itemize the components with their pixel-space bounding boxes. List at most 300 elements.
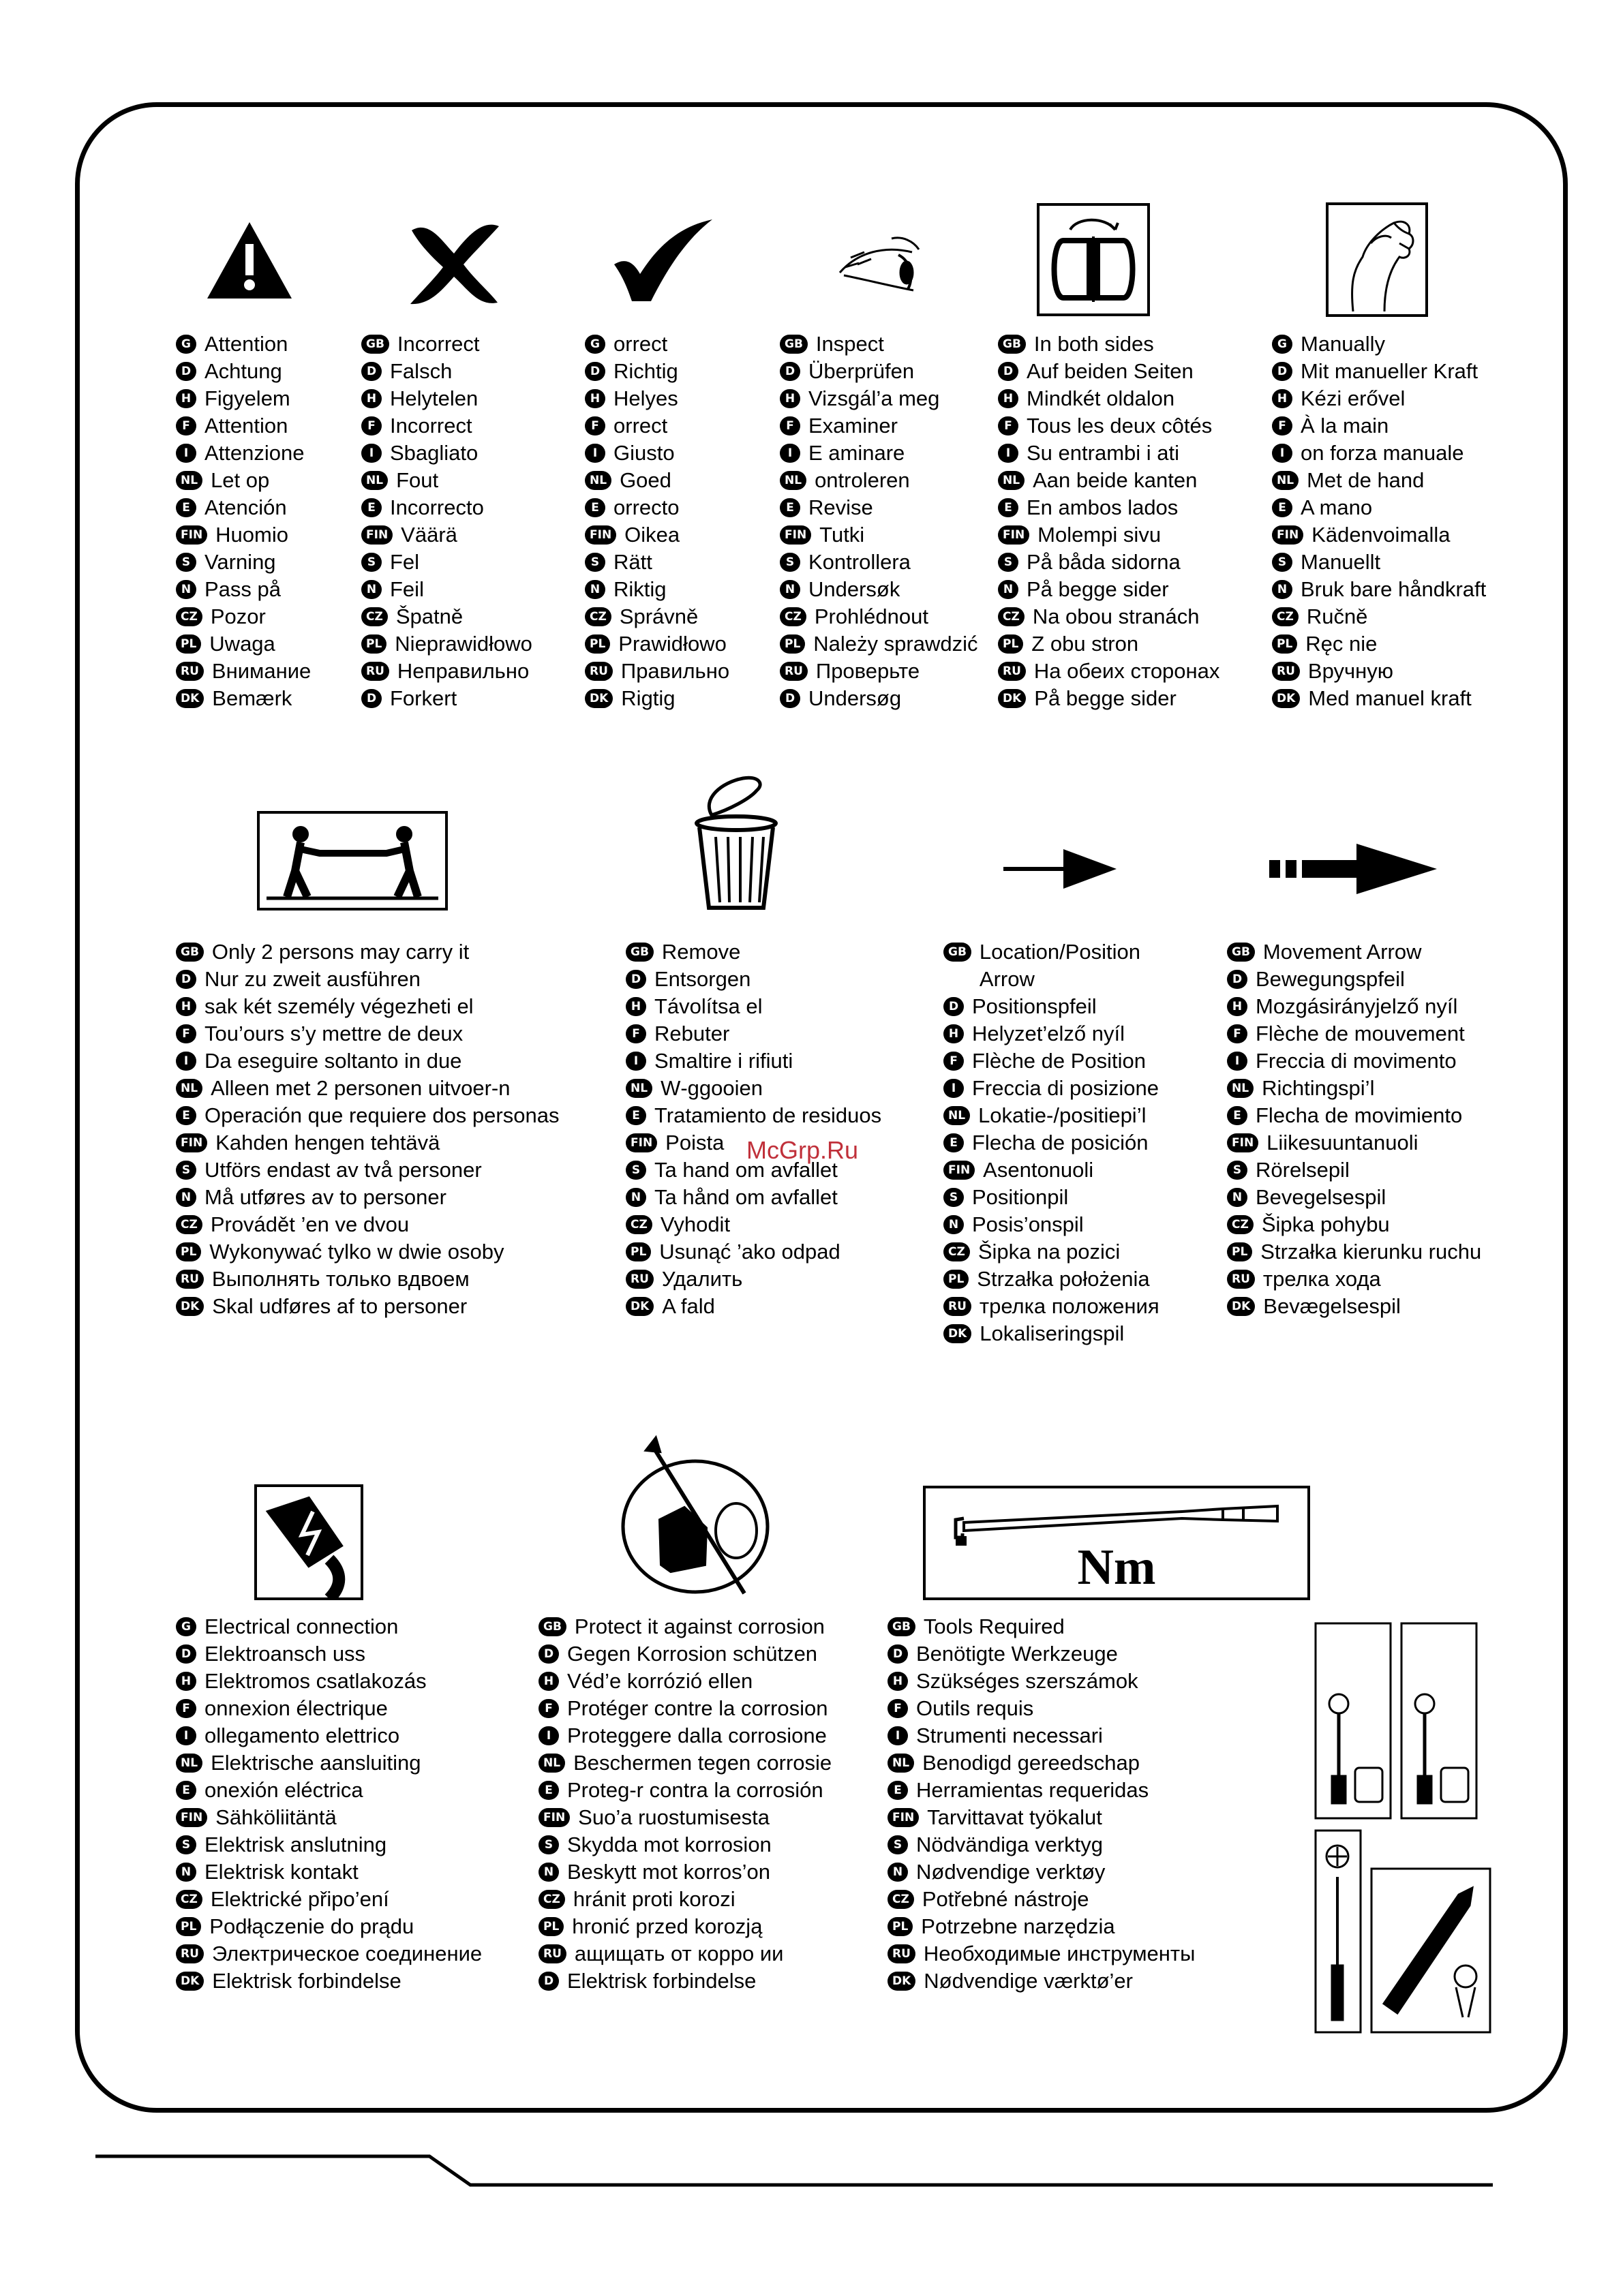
language-badge: N — [361, 580, 382, 599]
language-badge: DK — [998, 689, 1026, 708]
list-item — [943, 1102, 1159, 1129]
translation-text: Provádět ’en ve dvou — [210, 1212, 410, 1236]
list-item — [176, 966, 559, 993]
translation-text: Mindkét oldalon — [1027, 386, 1175, 410]
socket-wrench-2-icon — [1400, 1622, 1478, 1820]
translation-text: W‑ggooien — [661, 1076, 763, 1100]
language-badge: NL — [1227, 1079, 1254, 1098]
language-badge: RU — [585, 662, 613, 681]
list-item — [998, 412, 1219, 440]
list-item — [780, 603, 978, 630]
language-badge: H — [780, 389, 800, 408]
translation-text: Freccia di movimento — [1256, 1049, 1457, 1073]
language-badge: RU — [539, 1944, 566, 1963]
language-badge: D — [998, 362, 1018, 381]
language-badge: N — [176, 1863, 196, 1882]
translation-text: Elektrisk anslutning — [204, 1833, 387, 1856]
list-item — [176, 576, 311, 603]
language-badge: GB — [888, 1617, 915, 1636]
language-badge: RU — [780, 662, 808, 681]
language-badge: E — [780, 498, 800, 517]
language-badge: S — [176, 1161, 196, 1180]
translation-text: Strzałka kierunku ruchu — [1260, 1240, 1482, 1264]
translation-text: Beschermen tegen corrosie — [573, 1751, 832, 1775]
list-item — [626, 1238, 881, 1266]
language-badge: FIN — [626, 1133, 657, 1152]
list-item — [943, 1020, 1159, 1047]
language-badge: FIN — [943, 1161, 975, 1180]
translation-text: Gegen Korrosion schützen — [567, 1642, 818, 1666]
language-badge: N — [998, 580, 1018, 599]
language-badge: PL — [361, 634, 386, 654]
language-badge: E — [539, 1781, 559, 1800]
list-item — [1227, 1184, 1481, 1211]
translation-text: Elektrisk forbindelse — [567, 1969, 757, 1993]
list-item — [585, 576, 729, 603]
translation-text: hronić przed korozją — [572, 1914, 763, 1938]
list-item — [176, 1695, 482, 1722]
list-item — [585, 467, 729, 494]
translation-text: Helytelen — [390, 386, 479, 410]
language-badge: RU — [176, 662, 204, 681]
translation-text: Elektrisk kontakt — [204, 1860, 359, 1884]
language-badge: I — [888, 1726, 908, 1745]
list-item — [176, 1075, 559, 1102]
translation-text: Prawidłowo — [618, 632, 727, 656]
translation-text: Operación que requiere dos personas — [204, 1103, 560, 1127]
translation-text: Atención — [204, 495, 287, 519]
translation-text: Freccia di posizione — [972, 1076, 1159, 1100]
list-item — [626, 1102, 881, 1129]
language-badge: D — [539, 1972, 559, 1991]
list-item — [1272, 412, 1486, 440]
translation-text: Attention — [204, 332, 288, 356]
language-badge: D — [780, 362, 800, 381]
language-badge: NL — [626, 1079, 652, 1098]
list-item — [176, 1722, 482, 1749]
list-item — [1272, 658, 1486, 685]
list-item — [176, 1293, 559, 1320]
translation-text: Pass på — [204, 577, 282, 601]
translation-text: Bewegungspfeil — [1256, 967, 1405, 991]
translation-text: Da eseguire soltanto in due — [204, 1049, 462, 1073]
list-item — [176, 1238, 559, 1266]
language-badge: I — [361, 444, 382, 463]
translation-text: Richtig — [613, 359, 678, 383]
language-badge: CZ — [1272, 607, 1299, 626]
language-badge: E — [361, 498, 382, 517]
translation-text: Molempi sivu — [1037, 523, 1162, 547]
list-item — [361, 576, 532, 603]
translation-text: Véd’e korrózió ellen — [567, 1669, 753, 1693]
language-badge: CZ — [888, 1890, 914, 1909]
list-item — [1227, 1266, 1481, 1293]
language-badge: H — [888, 1672, 908, 1691]
language-badge: H — [585, 389, 605, 408]
list-item — [361, 385, 532, 412]
list-item — [176, 1613, 482, 1640]
translation-text: Achtung — [204, 359, 282, 383]
list-item — [361, 630, 532, 658]
list-item — [539, 1886, 832, 1913]
language-badge: H — [539, 1672, 559, 1691]
translation-text: Tratamiento de residuos — [654, 1103, 882, 1127]
list-item — [780, 630, 978, 658]
language-badge: D — [1227, 970, 1247, 989]
language-badge: N — [888, 1863, 908, 1882]
translation-text: Figyelem — [204, 386, 290, 410]
translation-text: трелка хода — [1262, 1267, 1381, 1291]
language-badge: NL — [176, 1754, 202, 1773]
list-item — [780, 331, 978, 358]
screwdriver-icon — [1314, 1829, 1362, 2034]
translation-text: Herramientas requeridas — [916, 1778, 1149, 1802]
list-item — [780, 385, 978, 412]
list-item — [626, 1047, 881, 1075]
watermark: McGrp.Ru — [746, 1136, 859, 1164]
torque-label: Nm — [1077, 1540, 1156, 1595]
list-item — [176, 1668, 482, 1695]
translation-text: Let op — [211, 468, 270, 492]
translation-text: Giusto — [613, 441, 675, 465]
list-item — [626, 966, 881, 993]
language-badge: E — [998, 498, 1018, 517]
translation-text: Elektrische aansluiting — [211, 1751, 421, 1775]
translation-text: Ručně — [1306, 604, 1368, 628]
list-item — [585, 440, 729, 467]
translation-text: Szükséges szerszámok — [916, 1669, 1138, 1693]
list-item — [943, 1075, 1159, 1102]
list-item — [1272, 521, 1486, 549]
list-item — [176, 1640, 482, 1668]
language-badge: D — [539, 1644, 559, 1664]
translation-text: Ręc nie — [1305, 632, 1378, 656]
language-badge: DK — [888, 1972, 915, 1991]
both-sides-icon — [1036, 202, 1151, 317]
translation-text: Beskytt mot korros’on — [567, 1860, 771, 1884]
list-item — [943, 1047, 1159, 1075]
translation-text: På begge sider — [1027, 577, 1169, 601]
language-badge: S — [998, 553, 1018, 572]
list-item — [539, 1777, 832, 1804]
language-badge: PL — [626, 1242, 651, 1261]
language-badge: H — [1227, 997, 1247, 1016]
language-badge: I — [176, 444, 196, 463]
col-corrosion — [539, 1613, 832, 1995]
list-item — [780, 576, 978, 603]
list-item — [998, 549, 1219, 576]
language-badge: DK — [1227, 1297, 1255, 1316]
list-item — [176, 938, 559, 966]
list-item — [626, 938, 881, 966]
list-item — [1272, 467, 1486, 494]
language-badge: DK — [585, 689, 613, 708]
translation-text: Проверьте — [815, 659, 920, 683]
list-item — [888, 1722, 1195, 1749]
list-item — [943, 1266, 1159, 1293]
language-badge: CZ — [361, 607, 388, 626]
list-item — [176, 1047, 559, 1075]
language-badge: E — [1227, 1106, 1247, 1125]
translation-text: Rigtig — [621, 686, 676, 710]
translation-text: Falsch — [390, 359, 453, 383]
list-item — [780, 549, 978, 576]
list-item — [943, 938, 1159, 993]
translation-text: Liikesuuntanuoli — [1266, 1131, 1419, 1154]
language-badge: S — [626, 1161, 646, 1180]
list-item — [1227, 1047, 1481, 1075]
list-item — [176, 494, 311, 521]
language-badge: NL — [176, 471, 202, 490]
language-badge: PL — [176, 634, 201, 654]
list-item — [780, 358, 978, 385]
list-item — [361, 440, 532, 467]
translation-text: Kädenvoimalla — [1311, 523, 1451, 547]
list-item — [585, 603, 729, 630]
translation-text: Posis’onspil — [972, 1212, 1084, 1236]
language-badge: N — [1227, 1188, 1247, 1207]
list-item — [1227, 1211, 1481, 1238]
list-item — [998, 385, 1219, 412]
translation-text: hránit proti korozi — [573, 1887, 735, 1911]
language-badge: NL — [998, 471, 1025, 490]
language-badge: FIN — [998, 525, 1029, 545]
language-badge: E — [585, 498, 605, 517]
list-item — [1227, 993, 1481, 1020]
translation-text: Правильно — [620, 659, 730, 683]
translation-text: Feil — [390, 577, 424, 601]
language-badge: S — [361, 553, 382, 572]
language-badge: G — [176, 1617, 196, 1636]
language-badge: FIN — [888, 1808, 919, 1827]
translation-text: Nödvändiga verktyg — [916, 1833, 1103, 1856]
language-badge: H — [998, 389, 1018, 408]
list-item — [1227, 1075, 1481, 1102]
col-correct — [585, 331, 729, 712]
language-badge: RU — [998, 662, 1026, 681]
list-item — [888, 1640, 1195, 1668]
list-item — [585, 385, 729, 412]
translation-text: Incorrect — [390, 414, 472, 438]
translation-text: Rätt — [613, 550, 652, 574]
translation-text: Strzałka położenia — [977, 1267, 1150, 1291]
language-badge: I — [943, 1079, 964, 1098]
list-item — [539, 1722, 832, 1749]
warning-triangle-icon — [204, 219, 294, 301]
list-item — [539, 1613, 832, 1640]
language-badge: FIN — [585, 525, 616, 545]
translation-text: трелка положения — [979, 1294, 1159, 1318]
language-badge: DK — [176, 689, 204, 708]
list-item — [943, 1293, 1159, 1320]
list-item — [998, 658, 1219, 685]
translation-text: Tou’ours s’y mettre de deux — [204, 1022, 464, 1045]
list-item — [539, 1858, 832, 1886]
translation-text: A fald — [662, 1294, 715, 1318]
list-item — [888, 1613, 1195, 1640]
translation-text: Bruk bare håndkraft — [1301, 577, 1487, 601]
language-badge: F — [1227, 1024, 1247, 1043]
language-badge: D — [1272, 362, 1292, 381]
list-item — [176, 1102, 559, 1129]
translation-text: Richtingspi’l — [1262, 1076, 1375, 1100]
translation-text: Sähköliitäntä — [215, 1805, 337, 1829]
translation-text: Rörelsepil — [1256, 1158, 1350, 1182]
language-badge: RU — [1272, 662, 1300, 681]
list-item — [1272, 494, 1486, 521]
list-item — [626, 1293, 881, 1320]
language-badge: I — [1227, 1052, 1247, 1071]
list-item — [998, 467, 1219, 494]
language-badge: H — [361, 389, 382, 408]
language-badge: N — [585, 580, 605, 599]
language-badge: NL — [943, 1106, 970, 1125]
language-badge: PL — [1227, 1242, 1252, 1261]
list-item — [176, 1858, 482, 1886]
checkmark-icon — [610, 217, 716, 305]
list-item — [176, 1940, 482, 1968]
list-item — [176, 358, 311, 385]
list-item — [176, 993, 559, 1020]
translation-text: Only 2 persons may carry it — [211, 940, 470, 964]
list-item — [780, 467, 978, 494]
list-item — [943, 1184, 1159, 1211]
list-item — [176, 1266, 559, 1293]
language-badge: PL — [176, 1242, 201, 1261]
translation-text: Vyhodit — [660, 1212, 731, 1236]
list-item — [888, 1913, 1195, 1940]
list-item — [626, 1020, 881, 1047]
list-item — [943, 1129, 1159, 1157]
list-item — [626, 1266, 881, 1293]
translation-text: Необходимые инструменты — [923, 1942, 1196, 1965]
list-item — [998, 630, 1219, 658]
cross-icon — [402, 215, 504, 308]
translation-text: orrect — [613, 414, 668, 438]
list-item — [780, 412, 978, 440]
list-item — [1272, 331, 1486, 358]
list-item — [361, 331, 532, 358]
language-badge: F — [539, 1699, 559, 1718]
language-badge: E — [943, 1133, 964, 1152]
translation-text: Incorrecto — [390, 495, 484, 519]
position-arrow-icon — [1002, 845, 1118, 893]
language-badge: CZ — [176, 1215, 202, 1234]
language-badge: PL — [888, 1917, 913, 1936]
language-badge: S — [1272, 553, 1292, 572]
translation-text: ollegamento elettrico — [204, 1724, 400, 1747]
translation-text: Tarvittavat työkalut — [927, 1805, 1102, 1829]
list-item — [780, 494, 978, 521]
language-badge: GB — [998, 335, 1026, 354]
translation-text: Электрическое соединение — [211, 1942, 483, 1965]
language-badge: F — [176, 1024, 196, 1043]
translation-text: Неправильно — [397, 659, 530, 683]
language-badge: GB — [943, 943, 971, 962]
list-item — [585, 658, 729, 685]
translation-text: Выполнять только вдвоем — [211, 1267, 470, 1291]
list-item — [1272, 603, 1486, 630]
translation-text: Positionspfeil — [972, 994, 1097, 1018]
language-badge: PL — [780, 634, 805, 654]
language-badge: RU — [888, 1944, 915, 1963]
language-badge: PL — [1272, 634, 1297, 654]
list-item — [943, 1157, 1159, 1184]
language-badge: S — [943, 1188, 964, 1207]
translation-text: Revise — [808, 495, 873, 519]
translation-text: На обеих сторонах — [1033, 659, 1220, 683]
translation-text: Location/Position Arrow — [979, 940, 1141, 991]
language-badge: S — [176, 1835, 196, 1854]
translation-text: À la main — [1301, 414, 1389, 438]
list-item — [888, 1831, 1195, 1858]
translation-text: Nødvendige værktø’er — [924, 1969, 1133, 1993]
language-badge: RU — [1227, 1270, 1255, 1289]
list-item — [1272, 549, 1486, 576]
list-item — [585, 630, 729, 658]
translation-text: Usunąć ’ako odpad — [659, 1240, 840, 1264]
language-badge: F — [176, 416, 196, 435]
list-item — [888, 1749, 1195, 1777]
language-badge: D — [361, 689, 382, 708]
translation-text: orrect — [613, 332, 668, 356]
list-item — [1227, 1293, 1481, 1320]
translation-text: Flecha de movimiento — [1256, 1103, 1463, 1127]
list-item — [1227, 966, 1481, 993]
translation-text: Positionpil — [972, 1185, 1069, 1209]
translation-text: Nieprawidłowo — [395, 632, 532, 656]
language-badge: FIN — [1272, 525, 1303, 545]
translation-text: Вручную — [1307, 659, 1393, 683]
list-item — [176, 385, 311, 412]
language-badge: CZ — [626, 1215, 652, 1234]
translation-text: Entsorgen — [654, 967, 751, 991]
list-item — [888, 1968, 1195, 1995]
footer-rule — [95, 2154, 1493, 2188]
list-item — [998, 576, 1219, 603]
language-badge: DK — [626, 1297, 654, 1316]
list-item — [176, 685, 311, 712]
translation-text: Pozor — [210, 604, 266, 628]
language-badge: FIN — [1227, 1133, 1258, 1152]
two-persons-carry-icon — [257, 811, 448, 910]
translation-text: Proteggere dalla corrosione — [567, 1724, 827, 1747]
language-badge: N — [1272, 580, 1292, 599]
list-item — [361, 549, 532, 576]
list-item — [1227, 1238, 1481, 1266]
language-badge: D — [943, 997, 964, 1016]
translation-text: Väärä — [401, 523, 457, 547]
language-badge: RU — [943, 1297, 971, 1316]
language-badge: NL — [888, 1754, 914, 1773]
list-item — [998, 521, 1219, 549]
language-badge: GB — [361, 335, 389, 354]
translation-text: Bevegelsespil — [1256, 1185, 1386, 1209]
translation-text: Nødvendige verktøy — [916, 1860, 1106, 1884]
language-badge: PL — [943, 1270, 969, 1289]
language-badge: FIN — [176, 1808, 207, 1827]
translation-text: Mit manueller Kraft — [1301, 359, 1478, 383]
language-badge: E — [888, 1781, 908, 1800]
paint-brush-icon — [616, 1431, 774, 1602]
list-item — [585, 521, 729, 549]
translation-text: Prohlédnout — [814, 604, 928, 628]
language-badge: E — [176, 1106, 196, 1125]
translation-text: Ta hånd om avfallet — [654, 1185, 838, 1209]
language-badge: H — [176, 1672, 196, 1691]
language-badge: PL — [585, 634, 610, 654]
socket-wrench-icon — [1314, 1622, 1392, 1820]
